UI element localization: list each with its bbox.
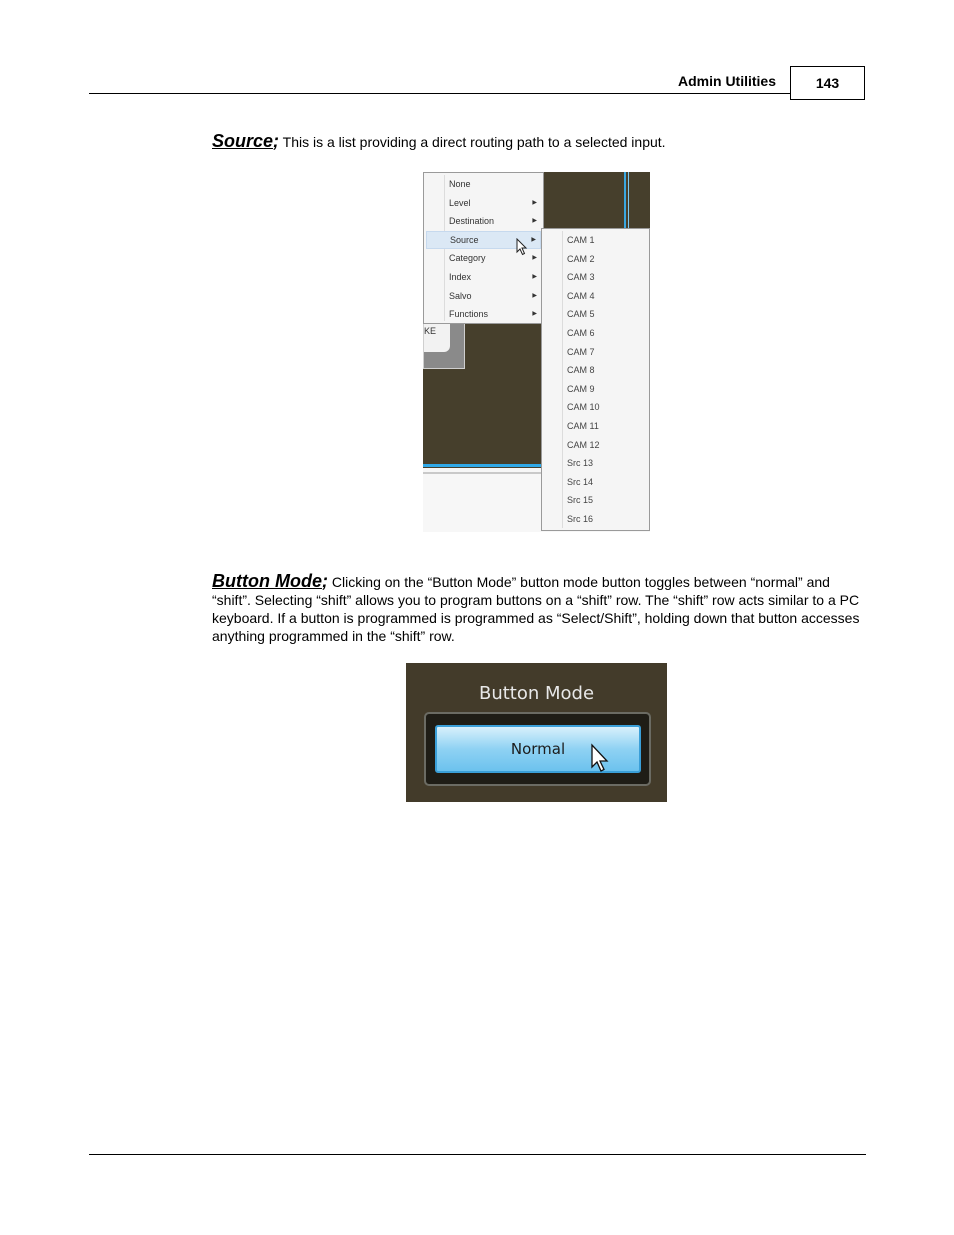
submenu-item[interactable]: Src 13 bbox=[567, 458, 594, 469]
menu-item-level[interactable] bbox=[426, 194, 541, 212]
menu-item-functions[interactable] bbox=[426, 305, 541, 323]
menu-item-label: Destination bbox=[449, 216, 495, 227]
submenu-item[interactable]: CAM 7 bbox=[567, 346, 595, 357]
triangle-right-icon: ▶ bbox=[532, 199, 537, 206]
take-button[interactable] bbox=[423, 319, 465, 369]
menu-item-destination[interactable] bbox=[426, 212, 541, 230]
triangle-right-icon: ▶ bbox=[532, 311, 537, 318]
footer-rule bbox=[89, 1154, 866, 1155]
button-mode-label: Button Mode bbox=[478, 683, 595, 704]
submenu-item[interactable]: CAM 1 bbox=[567, 235, 595, 245]
submenu-item[interactable]: CAM 12 bbox=[567, 439, 600, 450]
triangle-right-icon: ▶ bbox=[532, 218, 537, 225]
menu-item-label: Level bbox=[449, 197, 471, 208]
menu-item-none[interactable] bbox=[426, 175, 541, 193]
source-submenu bbox=[541, 228, 650, 531]
source-description: This is a list providing a direct routing path to a selected input. bbox=[279, 134, 666, 150]
submenu-item[interactable]: CAM 8 bbox=[567, 365, 595, 376]
menu-item-salvo[interactable] bbox=[426, 287, 541, 305]
triangle-right-icon: ▶ bbox=[532, 274, 537, 280]
page-number: 143 bbox=[790, 66, 865, 100]
menu-item-label: Index bbox=[449, 272, 472, 282]
submenu-item[interactable]: CAM 4 bbox=[567, 290, 595, 301]
source-paragraph bbox=[212, 132, 862, 151]
button-mode-term: Button Mode bbox=[212, 571, 322, 591]
source-semicolon: ; bbox=[273, 131, 280, 151]
pointer-cursor-icon bbox=[516, 238, 528, 256]
button-mode-toggle[interactable]: Normal bbox=[435, 725, 641, 773]
button-mode-screenshot bbox=[406, 663, 667, 802]
submenu-item[interactable]: Src 15 bbox=[567, 495, 594, 506]
submenu-item[interactable]: CAM 11 bbox=[567, 421, 599, 431]
button-mode-semicolon: ; bbox=[321, 571, 328, 591]
submenu-item[interactable]: CAM 9 bbox=[567, 383, 595, 394]
triangle-right-icon: ▶ bbox=[532, 255, 537, 262]
header-section-title: Admin Utilities bbox=[678, 73, 777, 89]
menu-item-label: Salvo bbox=[449, 290, 472, 301]
menu-item-label: Category bbox=[449, 253, 486, 264]
menu-item-label: Functions bbox=[449, 309, 489, 320]
submenu-item[interactable]: CAM 3 bbox=[567, 272, 595, 283]
submenu-item[interactable]: Src 14 bbox=[567, 476, 594, 487]
submenu-item[interactable]: CAM 6 bbox=[567, 328, 595, 338]
pointer-cursor-icon bbox=[590, 743, 610, 773]
triangle-right-icon: ▶ bbox=[532, 292, 537, 299]
take-button-label: KE bbox=[424, 320, 450, 352]
submenu-item[interactable]: CAM 2 bbox=[567, 253, 595, 264]
menu-item-label: Source bbox=[450, 234, 479, 245]
menu-item-index[interactable] bbox=[426, 268, 541, 286]
triangle-right-icon: ▶ bbox=[531, 236, 536, 243]
button-mode-frame bbox=[424, 712, 651, 786]
header-rule bbox=[89, 93, 791, 94]
source-menu-screenshot bbox=[423, 172, 650, 532]
menu-item-label: None bbox=[449, 179, 471, 189]
submenu-item[interactable]: Src 16 bbox=[567, 514, 594, 524]
submenu-item[interactable]: CAM 10 bbox=[567, 402, 600, 413]
source-term: Source bbox=[212, 131, 274, 151]
button-mode-description: Clicking on the “Button Mode” button mode button toggles between “normal” and “shift”. Selecting “shift” allows you to program buttons on a “shift” row. The “shift” row acts similar to a PC keyboard. If a button is programmed is programmed as “Select/Shift”, holding down that button accesses anything programmed in the “shift” row. bbox=[212, 574, 860, 644]
submenu-item[interactable]: CAM 5 bbox=[567, 309, 595, 320]
button-mode-paragraph bbox=[212, 572, 862, 645]
